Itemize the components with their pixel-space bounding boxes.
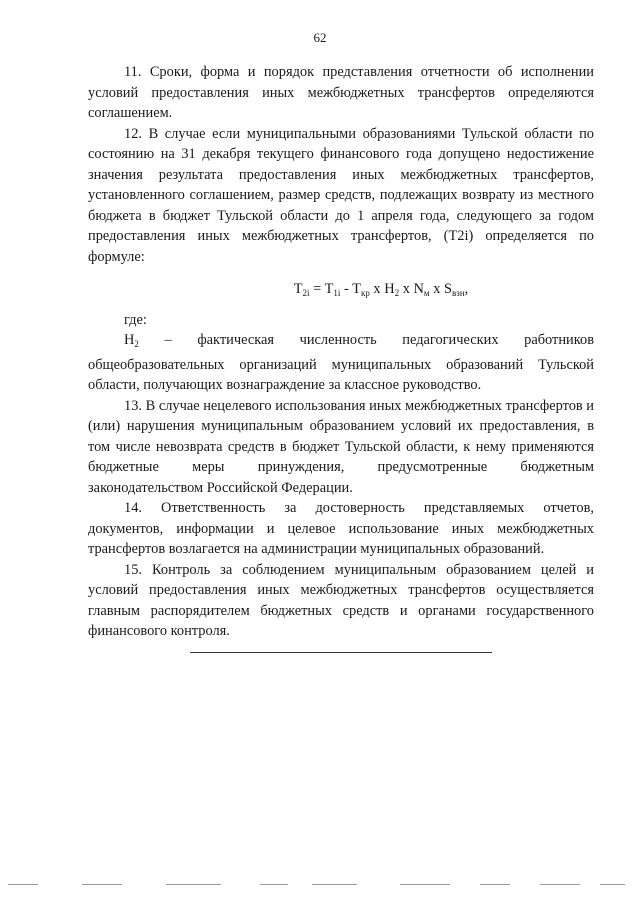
formula-tkr: T [352,281,361,297]
formula-x1: x [369,281,385,297]
definition-symbol-sub: 2 [134,339,139,349]
document-body [88,62,594,642]
paragraph-15: 15. Контроль за соблюдением муниципальным образованием целей и условий предоставления иных межбюджетных трансфертов осуществляется главным распорядителем бюджетных средств и органами государственного финансового контроля. [88,561,594,639]
paragraph-11: 11. Сроки, форма и порядок представления отчетности об исполнении условий предоставления иных межбюджетных трансфертов определяются соглашением. [88,64,594,121]
page-number: 62 [313,30,327,45]
definition-text: – фактическая численность педагогических работников общеобразовательных организаций муниципальных образований Тульской области, получающих вознаграждение за классное руководство. [88,332,594,393]
scan-artifacts [0,884,640,888]
formula [88,279,594,304]
formula-lhs: T [293,281,303,297]
paragraph-13: 13. В случае нецелевого использования иных межбюджетных трансфертов и (или) нарушения муниципальным образованием условий их предоставления, в том числе невозврата средств в бюджет Тульской области, к нему применяются бюджетные меры принуждения, предусмотренные бюджетным законодательством Российской Федерации. [88,397,594,496]
formula-t1-sub: 1i [333,288,341,298]
end-divider [190,652,492,653]
formula-end: , [464,281,469,297]
formula-tkr-sub: кр [360,288,370,298]
definition-h2 [88,330,594,396]
where-label: где: [124,311,147,328]
formula-h-sub: 2 [394,288,400,298]
formula-n-sub: м [423,288,430,298]
formula-lhs-sub: 2i [302,288,310,298]
formula-h: H [384,281,395,297]
definition-symbol: H [124,332,135,348]
formula-s-sub: взн [452,288,465,298]
formula-s: S [444,281,453,297]
formula-eq: = [309,281,325,297]
formula-minus: - [340,281,353,297]
formula-x2: x [399,281,414,297]
paragraph-14: 14. Ответственность за достоверность представляемых отчетов, документов, информации и целевое использование иных межбюджетных трансфертов возлагается на администрации муниципальных образований. [88,500,594,557]
formula-x3: x [429,281,445,297]
formula-n: N [413,281,424,297]
formula-t1: T [324,281,334,297]
paragraph-12: 12. В случае если муниципальными образованиями Тульской области по состоянию на 31 декабря текущего финансового года допущено недостижение значения результата предоставления иных межбюджетных трансфертов, установленного соглашением, размер средств, подлежащих возврату из местного бюджета в бюджет Тульской области до 1 апреля года, следующего за годом предоставления иных межбюджетных трансфертов, (Т2i) определяется по формуле: [88,125,594,265]
